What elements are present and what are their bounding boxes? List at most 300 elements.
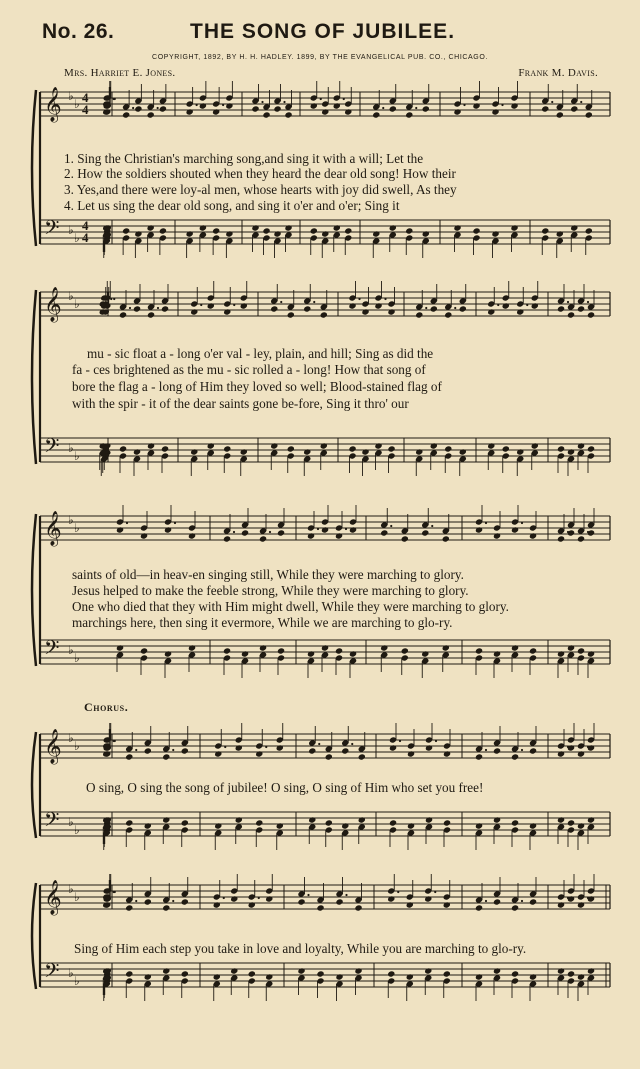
time-signature: 4	[82, 218, 89, 233]
note-head	[225, 102, 233, 109]
note-head	[321, 230, 329, 237]
dot	[415, 107, 417, 109]
note-head	[510, 224, 518, 231]
note-head	[140, 647, 148, 654]
note-head	[162, 904, 170, 911]
flat-icon: ♭	[68, 223, 74, 237]
note-head	[443, 750, 451, 757]
note-head	[487, 442, 495, 449]
note-head	[361, 308, 369, 315]
flat-icon: ♭	[74, 449, 80, 463]
note-head	[493, 532, 501, 539]
flat-icon: ♭	[74, 890, 80, 904]
note-head	[459, 448, 467, 455]
note-head	[161, 445, 169, 452]
dot	[200, 304, 202, 306]
note-head	[119, 311, 127, 318]
note-head	[380, 644, 388, 651]
note-head	[541, 227, 549, 234]
note-head	[567, 529, 575, 536]
note-head	[407, 822, 415, 829]
note-head	[389, 224, 397, 231]
note-head	[556, 230, 564, 237]
dot	[580, 101, 582, 103]
note-head	[125, 970, 133, 977]
note-head	[424, 967, 432, 974]
note-head	[380, 529, 388, 536]
flat-icon: ♭	[68, 513, 74, 527]
dot	[113, 98, 115, 100]
note-head	[491, 230, 499, 237]
chorus-line: Sing of Him each step you take in love and loyalty, While you are marching to glo-ry.	[74, 941, 527, 956]
note-head	[567, 311, 575, 318]
note-head	[320, 442, 328, 449]
note-head	[415, 448, 423, 455]
note-head	[407, 750, 415, 757]
note-head	[344, 108, 352, 115]
note-head	[493, 650, 501, 657]
note-head	[214, 822, 222, 829]
note-head	[240, 448, 248, 455]
note-head	[567, 644, 575, 651]
note-head	[188, 644, 196, 651]
note-head	[557, 901, 565, 908]
verse-1-line: mu - sic float a - long o'er val - ley, plain, and hill; Sing as did the	[87, 346, 434, 361]
note-head	[116, 526, 124, 533]
note-head	[265, 973, 273, 980]
flat-icon: ♭	[68, 815, 74, 829]
note-head	[443, 819, 451, 826]
treble-clef-icon: 𝄞	[44, 880, 62, 915]
flat-icon: ♭	[68, 289, 74, 303]
dot	[320, 98, 322, 100]
note-head	[297, 967, 305, 974]
dot	[551, 101, 553, 103]
note-head	[556, 111, 564, 118]
dot	[172, 900, 174, 902]
flat-icon: ♭	[74, 97, 80, 111]
note-head	[273, 105, 281, 112]
note-head	[144, 822, 152, 829]
note-head	[567, 895, 575, 902]
note-head	[333, 102, 341, 109]
note-head	[164, 526, 172, 533]
dot	[280, 301, 282, 303]
verse-4-line: 4. Let us sing the dear old song, and sing it o'er and o'er; Sing it	[64, 198, 400, 213]
copyright-line: COPYRIGHT, 1892, BY H. H. HADLEY. 1899, BY THE EVANGELICAL PUB. CO., CHICAGO.	[152, 54, 488, 61]
dot	[521, 749, 523, 751]
note-head	[297, 898, 305, 905]
note-head	[335, 973, 343, 980]
dot	[126, 522, 128, 524]
dot	[390, 525, 392, 527]
note-head	[442, 644, 450, 651]
note-head	[213, 973, 221, 980]
note-head	[372, 230, 380, 237]
note-head	[587, 895, 595, 902]
note-head	[223, 647, 231, 654]
dot	[435, 740, 437, 742]
flat-icon: ♭	[74, 231, 80, 245]
note-head	[401, 535, 409, 542]
note-head	[577, 901, 585, 908]
note-head	[190, 308, 198, 315]
note-head	[587, 816, 595, 823]
dot	[358, 298, 360, 300]
note-head	[207, 302, 215, 309]
dot	[261, 101, 263, 103]
note-head	[335, 647, 343, 654]
note-head	[487, 308, 495, 315]
note-head	[248, 901, 256, 908]
flat-icon: ♭	[68, 643, 74, 657]
note-head	[255, 819, 263, 826]
dot	[384, 298, 386, 300]
dot	[351, 743, 353, 745]
note-head	[354, 967, 362, 974]
note-head	[389, 105, 397, 112]
flat-icon: ♭	[68, 89, 74, 103]
note-head	[406, 973, 414, 980]
note-head	[240, 302, 248, 309]
flat-icon: ♭	[74, 739, 80, 753]
note-head	[262, 111, 270, 118]
note-head	[310, 102, 318, 109]
note-head	[133, 305, 141, 312]
note-head	[430, 442, 438, 449]
note-head	[510, 102, 518, 109]
note-head	[134, 230, 142, 237]
note-head	[422, 105, 430, 112]
note-head	[531, 302, 539, 309]
note-head	[102, 750, 110, 757]
note-head	[164, 650, 172, 657]
note-head	[134, 105, 142, 112]
note-head	[162, 753, 170, 760]
treble-clef-icon: 𝄞	[44, 287, 62, 322]
verse-4-line: marchings here, then sing it evermore, While we are marching to glo-ry.	[72, 615, 453, 630]
dot	[222, 104, 224, 106]
dot	[172, 749, 174, 751]
note-head	[159, 227, 167, 234]
note-head	[316, 970, 324, 977]
note-head	[516, 448, 524, 455]
note-head	[529, 822, 537, 829]
note-head	[122, 227, 130, 234]
note-head	[248, 970, 256, 977]
note-head	[585, 111, 593, 118]
note-head	[125, 753, 133, 760]
chorus-line: O sing, O sing the song of jubilee! O sing, O sing of Him who set you free!	[86, 780, 484, 795]
flat-icon: ♭	[74, 521, 80, 535]
dot	[313, 301, 315, 303]
note-head	[567, 744, 575, 751]
note-head	[443, 970, 451, 977]
note-head	[557, 650, 565, 657]
note-head	[453, 224, 461, 231]
dot	[317, 528, 319, 530]
note-head	[188, 532, 196, 539]
verse-1-line: 1. Sing the Christian's marching song,and sing it with a will; Let the	[64, 151, 424, 166]
brace	[32, 90, 36, 246]
note-head	[321, 526, 329, 533]
note-head	[361, 448, 369, 455]
flat-icon: ♭	[68, 882, 74, 896]
note-head	[472, 102, 480, 109]
treble-clef-icon: 𝄞	[44, 729, 62, 764]
note-head	[557, 305, 565, 312]
note-head	[225, 230, 233, 237]
note-head	[557, 445, 565, 452]
note-head	[287, 311, 295, 318]
bass-clef-icon: 𝄢	[44, 959, 60, 987]
note-head	[335, 532, 343, 539]
note-head	[529, 747, 537, 754]
note-head	[511, 970, 519, 977]
note-head	[529, 647, 537, 654]
verse-4-line: with the spir - it of the dear saints gone be-fore, Sing it thro' our	[72, 396, 409, 411]
note-head	[442, 535, 450, 542]
note-head	[511, 644, 519, 651]
time-signature: 4	[82, 90, 89, 105]
note-head	[557, 750, 565, 757]
note-head	[430, 305, 438, 312]
dot	[587, 301, 589, 303]
note-head	[270, 305, 278, 312]
lyricist-credit: Mrs. Harriet E. Jones.	[64, 67, 176, 79]
note-head	[389, 744, 397, 751]
note-head	[259, 644, 267, 651]
note-head	[181, 898, 189, 905]
dot	[521, 900, 523, 902]
verse-2-line: Jesus helped to make the feeble strong, While they were marching to glory.	[72, 583, 469, 598]
note-head	[348, 445, 356, 452]
dot	[129, 307, 131, 309]
dot	[233, 531, 235, 533]
note-head	[444, 311, 452, 318]
note-head	[310, 227, 318, 234]
note-head	[316, 904, 324, 911]
note-head	[341, 747, 349, 754]
verse-2-line: fa - ces brightened as the mu - sic rolled a - long! How that song of	[72, 362, 426, 377]
dot	[431, 525, 433, 527]
note-head	[212, 227, 220, 234]
note-head	[459, 305, 467, 312]
note-head	[144, 747, 152, 754]
verse-1-line: saints of old—in heav-en singing still, While they were marching to glory.	[72, 567, 464, 582]
dot	[434, 891, 436, 893]
note-head	[531, 442, 539, 449]
brace	[32, 290, 36, 464]
dot	[485, 900, 487, 902]
note-head	[493, 898, 501, 905]
note-head	[389, 819, 397, 826]
note-head	[199, 102, 207, 109]
note-head	[181, 747, 189, 754]
dot	[258, 897, 260, 899]
note-head	[577, 535, 585, 542]
bass-clef-icon: 𝄢	[44, 216, 60, 244]
dot	[113, 740, 115, 742]
note-head	[567, 819, 575, 826]
note-head	[251, 224, 259, 231]
note-head	[214, 750, 222, 757]
dot	[224, 746, 226, 748]
note-head	[303, 448, 311, 455]
note-head	[443, 901, 451, 908]
note-head	[230, 895, 238, 902]
note-head	[557, 535, 565, 542]
note-head	[349, 650, 357, 657]
treble-clef-icon: 𝄞	[44, 511, 62, 546]
note-head	[358, 753, 366, 760]
note-head	[374, 442, 382, 449]
dot	[269, 531, 271, 533]
note-head	[529, 973, 537, 980]
note-head	[453, 108, 461, 115]
note-head	[102, 108, 110, 115]
note-head	[511, 753, 519, 760]
dot	[135, 900, 137, 902]
note-head	[144, 898, 152, 905]
dot	[485, 522, 487, 524]
hymn-number: No. 26.	[42, 20, 115, 43]
note-head	[186, 108, 194, 115]
note-head	[277, 647, 285, 654]
note-head	[587, 650, 595, 657]
dot	[283, 101, 285, 103]
note-head	[405, 111, 413, 118]
dot	[233, 304, 235, 306]
note-head	[475, 526, 483, 533]
note-head	[577, 822, 585, 829]
composer-credit: Frank M. Davis.	[518, 67, 598, 79]
dot	[485, 749, 487, 751]
note-head	[147, 224, 155, 231]
note-head	[387, 895, 395, 902]
note-head	[511, 526, 519, 533]
note-head	[181, 819, 189, 826]
dot	[345, 894, 347, 896]
flat-icon: ♭	[74, 297, 80, 311]
note-head	[284, 224, 292, 231]
flat-icon: ♭	[74, 974, 80, 988]
note-head	[425, 744, 433, 751]
note-head	[348, 302, 356, 309]
note-head	[321, 108, 329, 115]
note-head	[567, 970, 575, 977]
dot	[113, 891, 115, 893]
note-head	[372, 111, 380, 118]
bass-clef-icon: 𝄢	[44, 808, 60, 836]
note-head	[493, 747, 501, 754]
note-head	[387, 445, 395, 452]
note-head	[529, 532, 537, 539]
note-head	[265, 895, 273, 902]
dot	[307, 894, 309, 896]
note-head	[235, 816, 243, 823]
note-head	[303, 305, 311, 312]
chorus-label: Chorus.	[84, 700, 129, 714]
note-head	[102, 901, 110, 908]
note-head	[125, 819, 133, 826]
verse-3-line: bore the flag a - long of Him they loved so well; Blood-stained flag of	[72, 379, 442, 394]
verse-3-line: One who died that they with Him might dwell, While they were marching to glory.	[72, 599, 509, 614]
dot	[521, 522, 523, 524]
flat-icon: ♭	[74, 651, 80, 665]
note-head	[287, 445, 295, 452]
note-head	[273, 230, 281, 237]
note-head	[405, 227, 413, 234]
note-head	[354, 904, 362, 911]
note-head	[213, 901, 221, 908]
verse-3-line: 3. Yes,and there were loy-al men, whose hearts with joy did swell, As they	[64, 182, 457, 197]
note-head	[190, 448, 198, 455]
note-head	[511, 819, 519, 826]
note-head	[284, 111, 292, 118]
dot	[454, 307, 456, 309]
note-head	[181, 970, 189, 977]
note-head	[119, 445, 127, 452]
note-head	[387, 970, 395, 977]
dot	[157, 107, 159, 109]
note-head	[577, 750, 585, 757]
note-head	[335, 898, 343, 905]
note-head	[475, 647, 483, 654]
brace	[32, 514, 36, 666]
note-head	[277, 529, 285, 536]
note-head	[270, 442, 278, 449]
note-head	[502, 302, 510, 309]
note-head	[122, 111, 130, 118]
note-head	[491, 108, 499, 115]
note-head	[424, 895, 432, 902]
note-head	[358, 816, 366, 823]
dot	[343, 98, 345, 100]
flat-icon: ♭	[68, 731, 74, 745]
note-head	[162, 816, 170, 823]
note-head	[241, 650, 249, 657]
note-head	[207, 442, 215, 449]
note-head	[493, 816, 501, 823]
note-head	[529, 898, 537, 905]
note-head	[251, 105, 259, 112]
time-signature: 4	[82, 230, 89, 245]
note-head	[577, 647, 585, 654]
dot	[318, 743, 320, 745]
dot	[345, 528, 347, 530]
note-head	[140, 532, 148, 539]
note-head	[401, 647, 409, 654]
dot	[501, 104, 503, 106]
note-head	[341, 822, 349, 829]
note-head	[511, 904, 519, 911]
flat-icon: ♭	[68, 441, 74, 455]
note-head	[493, 967, 501, 974]
dot	[135, 749, 137, 751]
hymn-title: THE SONG OF JUBILEE.	[190, 20, 456, 43]
note-head	[144, 973, 152, 980]
note-head	[161, 305, 169, 312]
note-head	[587, 744, 595, 751]
note-head	[577, 305, 585, 312]
note-head	[415, 311, 423, 318]
note-head	[421, 529, 429, 536]
note-head	[475, 753, 483, 760]
dot	[567, 301, 569, 303]
note-head	[133, 448, 141, 455]
note-head	[475, 822, 483, 829]
